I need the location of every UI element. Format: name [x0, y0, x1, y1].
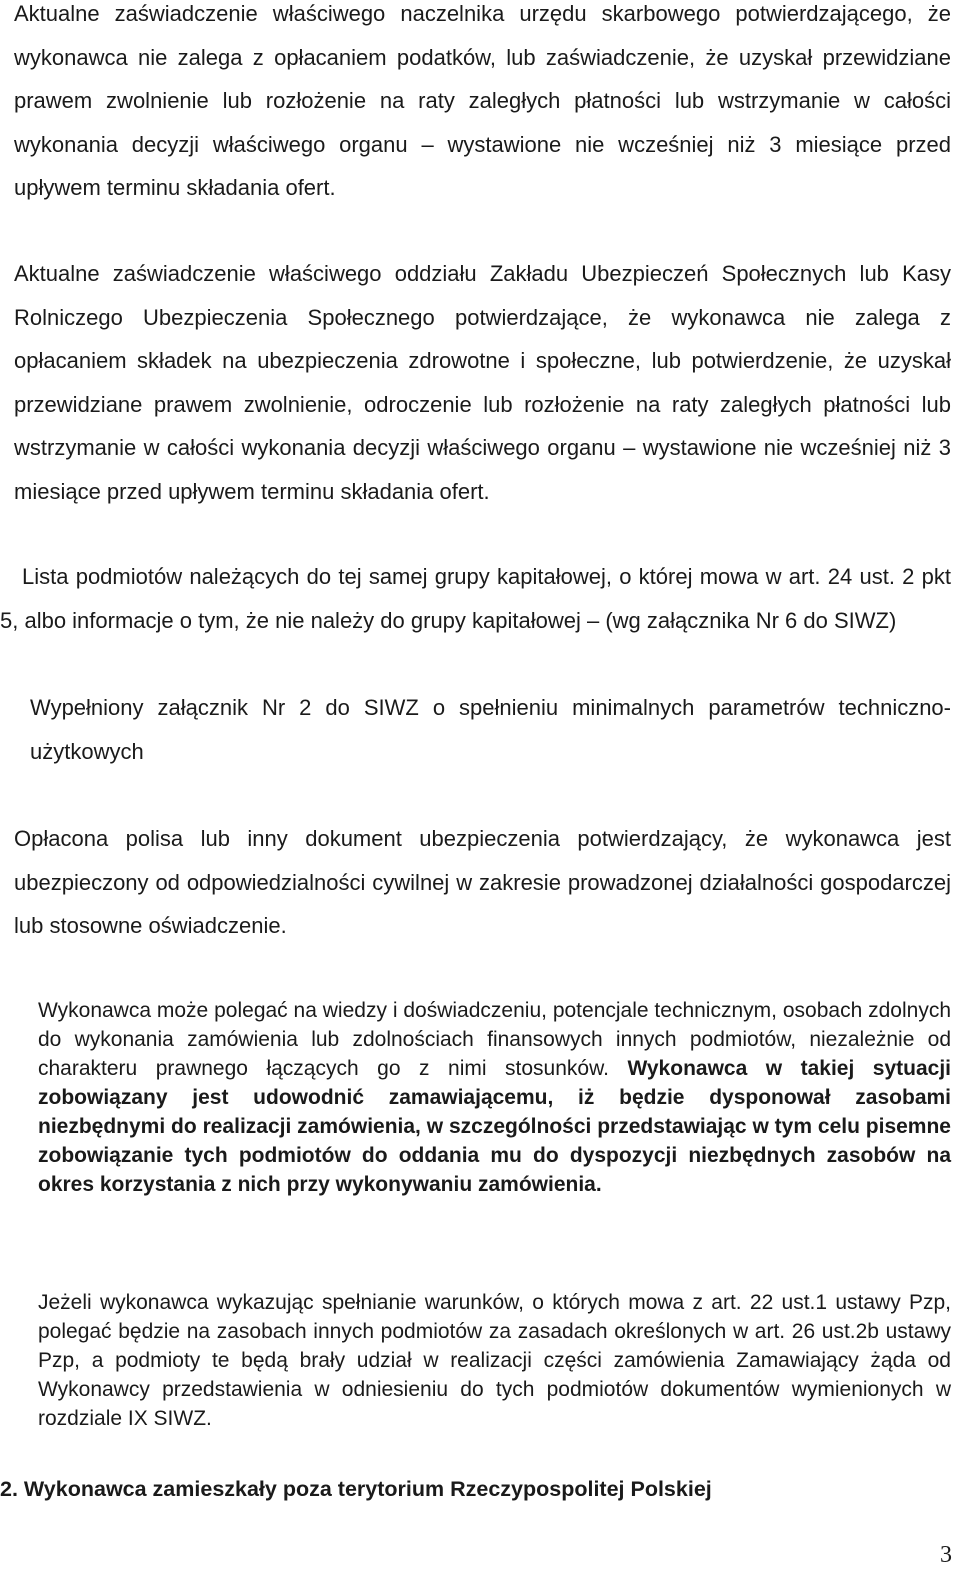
insurance-paragraph: Opłacona polisa lub inny dokument ubezpieczenia potwierdzający, że wykonawca jest ubezpieczony od odpowiedzialności cywilnej w zakresie prowadzonej działalności gospodarczej lub stosowne oświadczenie. — [14, 826, 951, 938]
reliance-paragraph — [38, 996, 951, 1199]
reliance-bold-text: Wykonawca w takiej sytuacji zobowiązany jest udowodnić zamawiającemu, iż będzie dysponował zasobami niezbędnymi do realizacji zamówienia, w szczególności przedstawiając w tym celu pisemne zobowiązanie tych podmiotów do oddania mu do dyspozycji niezbędnych zasobów na okres korzystania z nich przy wykonywaniu zamówienia. — [38, 1057, 952, 1196]
capital-group-paragraph: Lista podmiotów należących do tej samej grupy kapitałowej, o której mowa w art. 24 ust. 2 pkt 5, albo informacje o tym, że nie należy do grupy kapitałowej – (wg załącznika Nr 6 do SIWZ) — [0, 564, 951, 633]
page-number: 3 — [940, 1542, 952, 1568]
reliance-plain-text: Wykonawca może polegać na wiedzy i doświadczeniu, potencjale technicznym, osobach zdolnych do wykonania zamówienia lub zdolnościach finansowych innych podmiotów, niezależnie od charakteru prawnego łączących go z nimi stosunków. — [38, 999, 951, 1080]
zus-certificate-paragraph: Aktualne zaświadczenie właściwego oddziału Zakładu Ubezpieczeń Społecznych lub Kasy Rolniczego Ubezpieczenia Społecznego potwierdzające, że wykonawca nie zalega z opłacaniem składek na ubezpieczenia zdrowotne i społeczne, lub potwierdzenie, że uzyskał przewidziane prawem zwolnienie, odroczenie lub rozłożenie na raty zaległych płatności lub wstrzymanie w całości wykonania decyzji właściwego organu – wystawione nie wcześniej niż 3 miesiące przed upływem terminu składania ofert. — [14, 261, 951, 504]
tax-certificate-paragraph: Aktualne zaświadczenie właściwego naczelnika urzędu skarbowego potwierdzającego, że wykonawca nie zalega z opłacaniem podatków, lub zaświadczenie, że uzyskał przewidziane prawem zwolnienie lub rozłożenie na raty zaległych płatności lub wstrzymanie w całości wykonania decyzji właściwego organu – wystawione nie wcześniej niż 3 miesiące przed upływem terminu składania ofert. — [14, 1, 951, 200]
annex2-paragraph: Wypełniony załącznik Nr 2 do SIWZ o spełnieniu minimalnych parametrów techniczno-użytkowych — [30, 695, 951, 764]
art22-paragraph: Jeżeli wykonawca wykazując spełnianie warunków, o których mowa z art. 22 ust.1 ustawy Pzp, polegać będzie na zasobach innych podmiotów za zasadach określonych w art. 26 ust.2b ustawy Pzp, a podmioty te będą brały udział w realizacji części zamówienia Zamawiający żąda od Wykonawcy przedstawienia w odniesieniu do tych podmiotów dokumentów wymienionych w rozdziale IX SIWZ. — [38, 1291, 951, 1430]
section-heading: 2. Wykonawca zamieszkały poza terytorium Rzeczypospolitej Polskiej — [0, 1477, 712, 1501]
